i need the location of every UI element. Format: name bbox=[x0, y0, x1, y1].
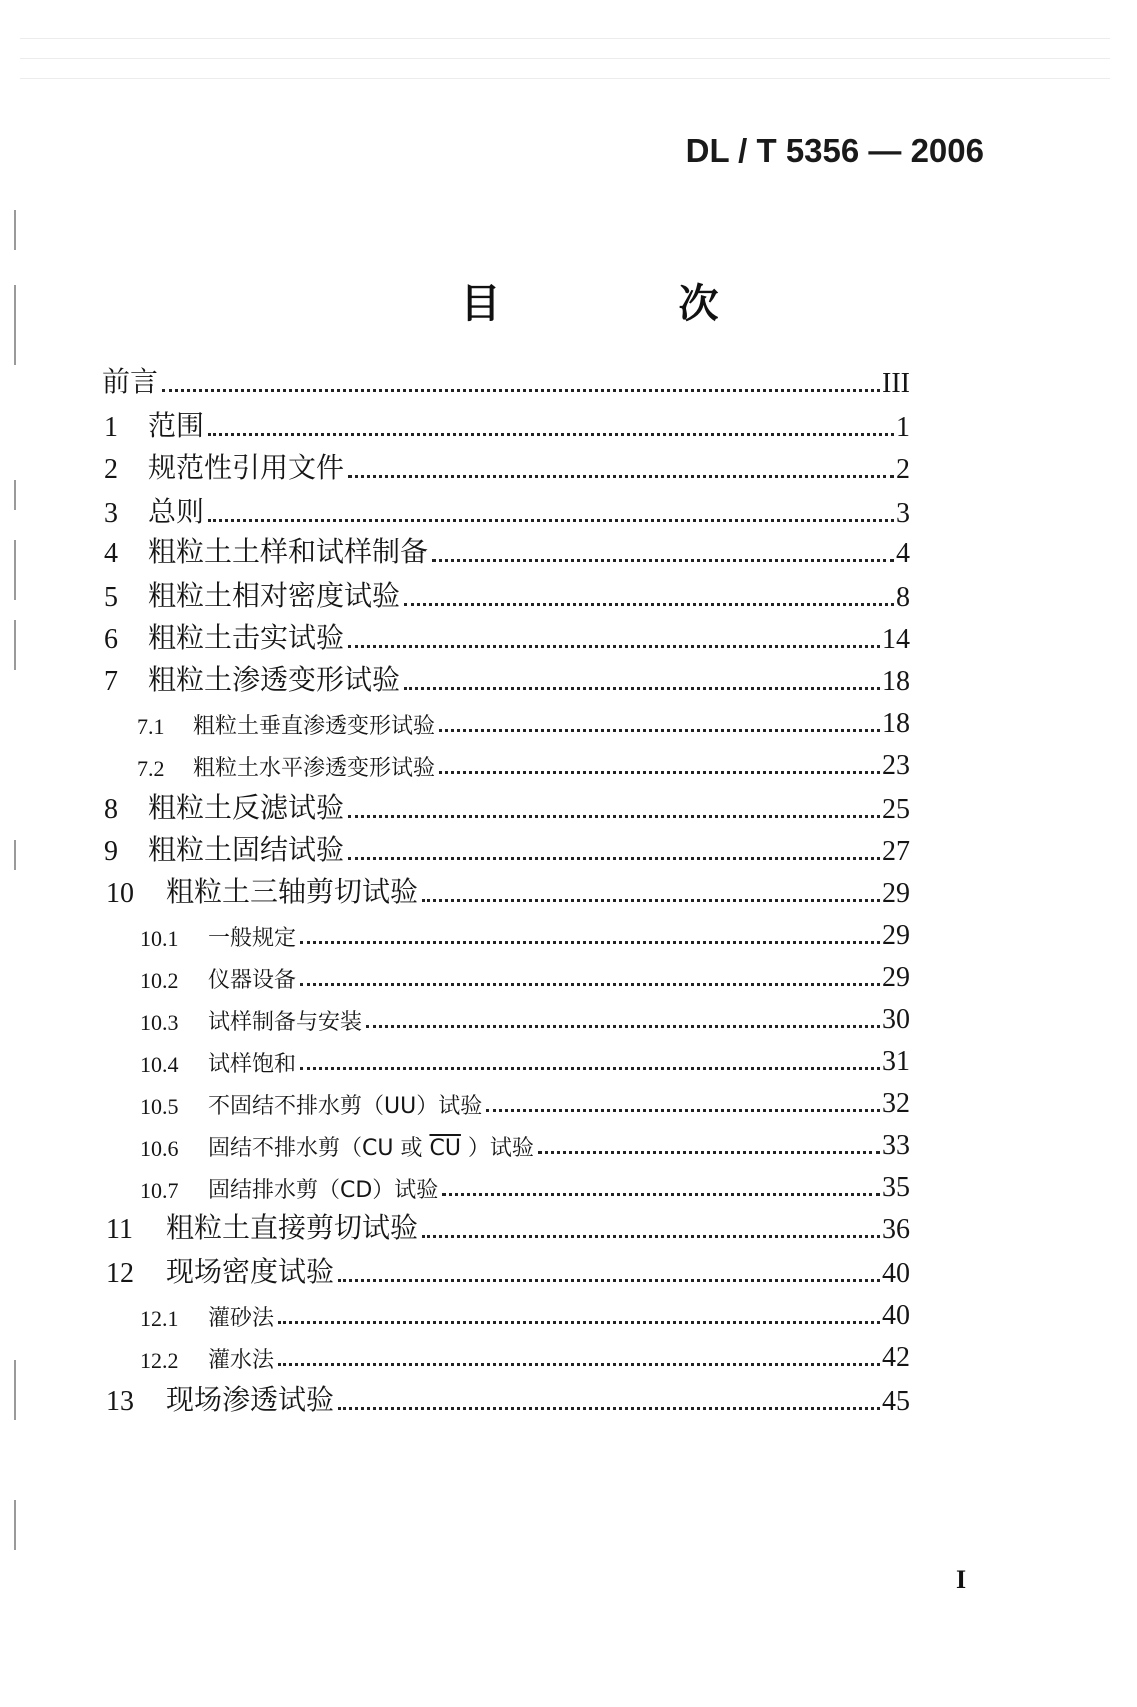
toc-entry-number: 10.4 bbox=[140, 1052, 179, 1077]
binding-mark bbox=[14, 210, 16, 250]
toc-entry-number: 4 bbox=[104, 538, 118, 569]
toc-entry-page: 40 bbox=[882, 1300, 910, 1331]
toc-entry-label: 不固结不排水剪（UU）试验 bbox=[208, 1094, 483, 1119]
toc-entry-page: III bbox=[882, 368, 910, 399]
toc-entry[interactable] bbox=[106, 1250, 910, 1290]
toc-entry-label: 粗粒土直接剪切试验 bbox=[166, 1211, 419, 1244]
toc-leader-dots bbox=[348, 475, 894, 478]
toc-entry[interactable] bbox=[106, 1378, 910, 1418]
toc-entry-number: 9 bbox=[104, 836, 118, 867]
toc-entry-label: 粗粒土击实试验 bbox=[148, 621, 345, 654]
toc-entry-page: 14 bbox=[882, 624, 910, 655]
toc-entry-label: 范围 bbox=[148, 409, 205, 442]
toc-entry-number: 7.2 bbox=[137, 756, 165, 781]
toc-entry-page: 31 bbox=[882, 1046, 910, 1077]
toc-entry-number: 10.7 bbox=[140, 1178, 179, 1203]
toc-entry-number: 7 bbox=[104, 666, 118, 697]
toc-entry-number: 10.6 bbox=[140, 1136, 179, 1161]
toc-entry-number: 3 bbox=[104, 498, 118, 529]
toc-entry-number: 12 bbox=[106, 1258, 134, 1289]
toc-entry-label: 粗粒土水平渗透变形试验 bbox=[193, 756, 436, 781]
toc-entry[interactable] bbox=[104, 786, 910, 826]
toc-leader-dots bbox=[338, 1407, 880, 1410]
toc-entry-page: 40 bbox=[882, 1258, 910, 1289]
toc-entry-label: 规范性引用文件 bbox=[148, 451, 345, 484]
toc-entry-number: 1 bbox=[104, 412, 118, 443]
toc-entry-label: 仪器设备 bbox=[208, 968, 297, 993]
document-code: DL / T 5356 — 2006 bbox=[685, 132, 984, 169]
toc-entry-page: 35 bbox=[882, 1172, 910, 1203]
toc-entry-page: 36 bbox=[882, 1214, 910, 1245]
toc-entry-label: 灌砂法 bbox=[208, 1306, 275, 1331]
toc-leader-dots bbox=[300, 941, 880, 944]
toc-leader-dots bbox=[208, 433, 894, 436]
toc-entry[interactable] bbox=[104, 658, 910, 698]
toc-entry-page: 42 bbox=[882, 1342, 910, 1373]
toc-entry[interactable] bbox=[104, 530, 910, 570]
toc-leader-dots bbox=[366, 1025, 880, 1028]
toc-entry[interactable] bbox=[137, 742, 910, 782]
binding-mark bbox=[14, 1360, 16, 1420]
toc-leader-dots bbox=[300, 1067, 880, 1070]
toc-entry-number: 10.3 bbox=[140, 1010, 179, 1035]
toc-entry-label: 粗粒土土样和试样制备 bbox=[148, 535, 429, 568]
toc-entry-page: 45 bbox=[882, 1386, 910, 1417]
toc-entry[interactable] bbox=[106, 1206, 910, 1246]
toc-entry-label: 粗粒土垂直渗透变形试验 bbox=[193, 714, 436, 739]
binding-mark bbox=[14, 540, 16, 600]
toc-entry-page: 32 bbox=[882, 1088, 910, 1119]
toc-entry[interactable] bbox=[102, 360, 910, 400]
scan-artifact bbox=[20, 38, 1110, 39]
toc-entry-label: 试样制备与安装 bbox=[208, 1010, 363, 1035]
toc-leader-dots bbox=[538, 1151, 880, 1154]
toc-entry[interactable] bbox=[140, 1164, 910, 1204]
toc-entry-page: 29 bbox=[882, 920, 910, 951]
toc-entry-label: 现场渗透试验 bbox=[166, 1383, 335, 1416]
toc-entry-label: 粗粒土渗透变形试验 bbox=[148, 663, 401, 696]
toc-entry-page: 4 bbox=[896, 538, 910, 569]
toc-entry[interactable] bbox=[104, 446, 910, 486]
scan-artifact bbox=[20, 58, 1110, 59]
toc-entry[interactable] bbox=[137, 700, 910, 740]
toc-entry[interactable] bbox=[140, 912, 910, 952]
toc-entry-page: 33 bbox=[882, 1130, 910, 1161]
binding-mark bbox=[14, 620, 16, 670]
toc-entry[interactable] bbox=[106, 870, 910, 910]
page-number: I bbox=[956, 1565, 967, 1594]
toc-entry-number: 10.1 bbox=[140, 926, 179, 951]
toc-entry-page: 27 bbox=[882, 836, 910, 867]
toc-leader-dots bbox=[404, 603, 894, 606]
toc-leader-dots bbox=[442, 1193, 880, 1196]
toc-entry-number: 10.2 bbox=[140, 968, 179, 993]
toc-entry[interactable] bbox=[104, 616, 910, 656]
binding-mark bbox=[14, 1500, 16, 1550]
toc-leader-dots bbox=[348, 857, 880, 860]
toc-entry-number: 6 bbox=[104, 624, 118, 655]
toc-entry-label: 粗粒土反滤试验 bbox=[148, 791, 345, 824]
toc-leader-dots bbox=[486, 1109, 880, 1112]
toc-entry-label: 固结排水剪（CD）试验 bbox=[208, 1178, 439, 1203]
toc-entry[interactable] bbox=[140, 1038, 910, 1078]
toc-entry-label: 粗粒土相对密度试验 bbox=[148, 579, 401, 612]
toc-entry-number: 12.2 bbox=[140, 1348, 179, 1373]
toc-entry-label: 现场密度试验 bbox=[166, 1255, 335, 1288]
toc-leader-dots bbox=[348, 815, 880, 818]
toc-entry[interactable] bbox=[140, 1080, 910, 1120]
toc-entry-page: 25 bbox=[882, 794, 910, 825]
toc-entry-label: 粗粒土固结试验 bbox=[148, 833, 345, 866]
binding-mark bbox=[14, 480, 16, 510]
toc-entry-page: 30 bbox=[882, 1004, 910, 1035]
toc-leader-dots bbox=[422, 1235, 880, 1238]
toc-leader-dots bbox=[404, 687, 880, 690]
toc-entry[interactable] bbox=[140, 1334, 910, 1374]
toc-leader-dots bbox=[300, 983, 880, 986]
toc-leader-dots bbox=[338, 1279, 880, 1282]
toc-entry-label: 粗粒土三轴剪切试验 bbox=[166, 875, 419, 908]
toc-entry-label: 总则 bbox=[148, 495, 205, 528]
toc-entry-label: 试样饱和 bbox=[208, 1052, 297, 1077]
toc-leader-dots bbox=[348, 645, 880, 648]
toc-entry-page: 8 bbox=[896, 582, 910, 613]
toc-leader-dots bbox=[432, 559, 894, 562]
toc-entry[interactable] bbox=[104, 828, 910, 868]
toc-entry[interactable] bbox=[104, 404, 910, 444]
toc-leader-dots bbox=[162, 389, 880, 392]
toc-entry-label: 一般规定 bbox=[208, 926, 297, 951]
toc-entry-page: 18 bbox=[882, 708, 910, 739]
toc-entry[interactable] bbox=[140, 1292, 910, 1332]
toc-entry-page: 1 bbox=[896, 412, 910, 443]
toc-entry-number: 13 bbox=[106, 1386, 134, 1417]
toc-entry-page: 29 bbox=[882, 962, 910, 993]
toc-leader-dots bbox=[439, 729, 880, 732]
toc-entry-page: 18 bbox=[882, 666, 910, 697]
scan-artifact bbox=[20, 78, 1110, 79]
toc-entry-page: 2 bbox=[896, 454, 910, 485]
toc-leader-dots bbox=[439, 771, 880, 774]
toc-leader-dots bbox=[278, 1363, 880, 1366]
toc-entry[interactable] bbox=[104, 574, 910, 614]
toc-entry-number: 10 bbox=[106, 878, 134, 909]
toc-entry-number: 8 bbox=[104, 794, 118, 825]
toc-entry-page: 23 bbox=[882, 750, 910, 781]
toc-entry[interactable] bbox=[140, 1122, 910, 1162]
toc-entry-label: 固结不排水剪（CU 或 $\overline{CU}$ ）试验 bbox=[208, 1136, 534, 1161]
toc-entry[interactable] bbox=[140, 954, 910, 994]
toc-entry-page: 3 bbox=[896, 498, 910, 529]
toc-title: 目 次 bbox=[460, 281, 801, 327]
toc-entry-label: 灌水法 bbox=[208, 1348, 275, 1373]
toc-entry[interactable] bbox=[104, 490, 910, 530]
toc-entry-number: 12.1 bbox=[140, 1306, 179, 1331]
toc-leader-dots bbox=[208, 519, 894, 522]
binding-mark bbox=[14, 840, 16, 870]
toc-entry-number: 10.5 bbox=[140, 1094, 179, 1119]
toc-entry-number: 7.1 bbox=[137, 714, 165, 739]
toc-entry-number: 5 bbox=[104, 582, 118, 613]
toc-entry[interactable] bbox=[140, 996, 910, 1036]
toc-leader-dots bbox=[278, 1321, 880, 1324]
toc-entry-number: 11 bbox=[106, 1214, 133, 1245]
toc-entry-page: 29 bbox=[882, 878, 910, 909]
toc-entry-number: 2 bbox=[104, 454, 118, 485]
toc-entry-label: 前言 bbox=[102, 365, 159, 398]
toc-leader-dots bbox=[422, 899, 880, 902]
